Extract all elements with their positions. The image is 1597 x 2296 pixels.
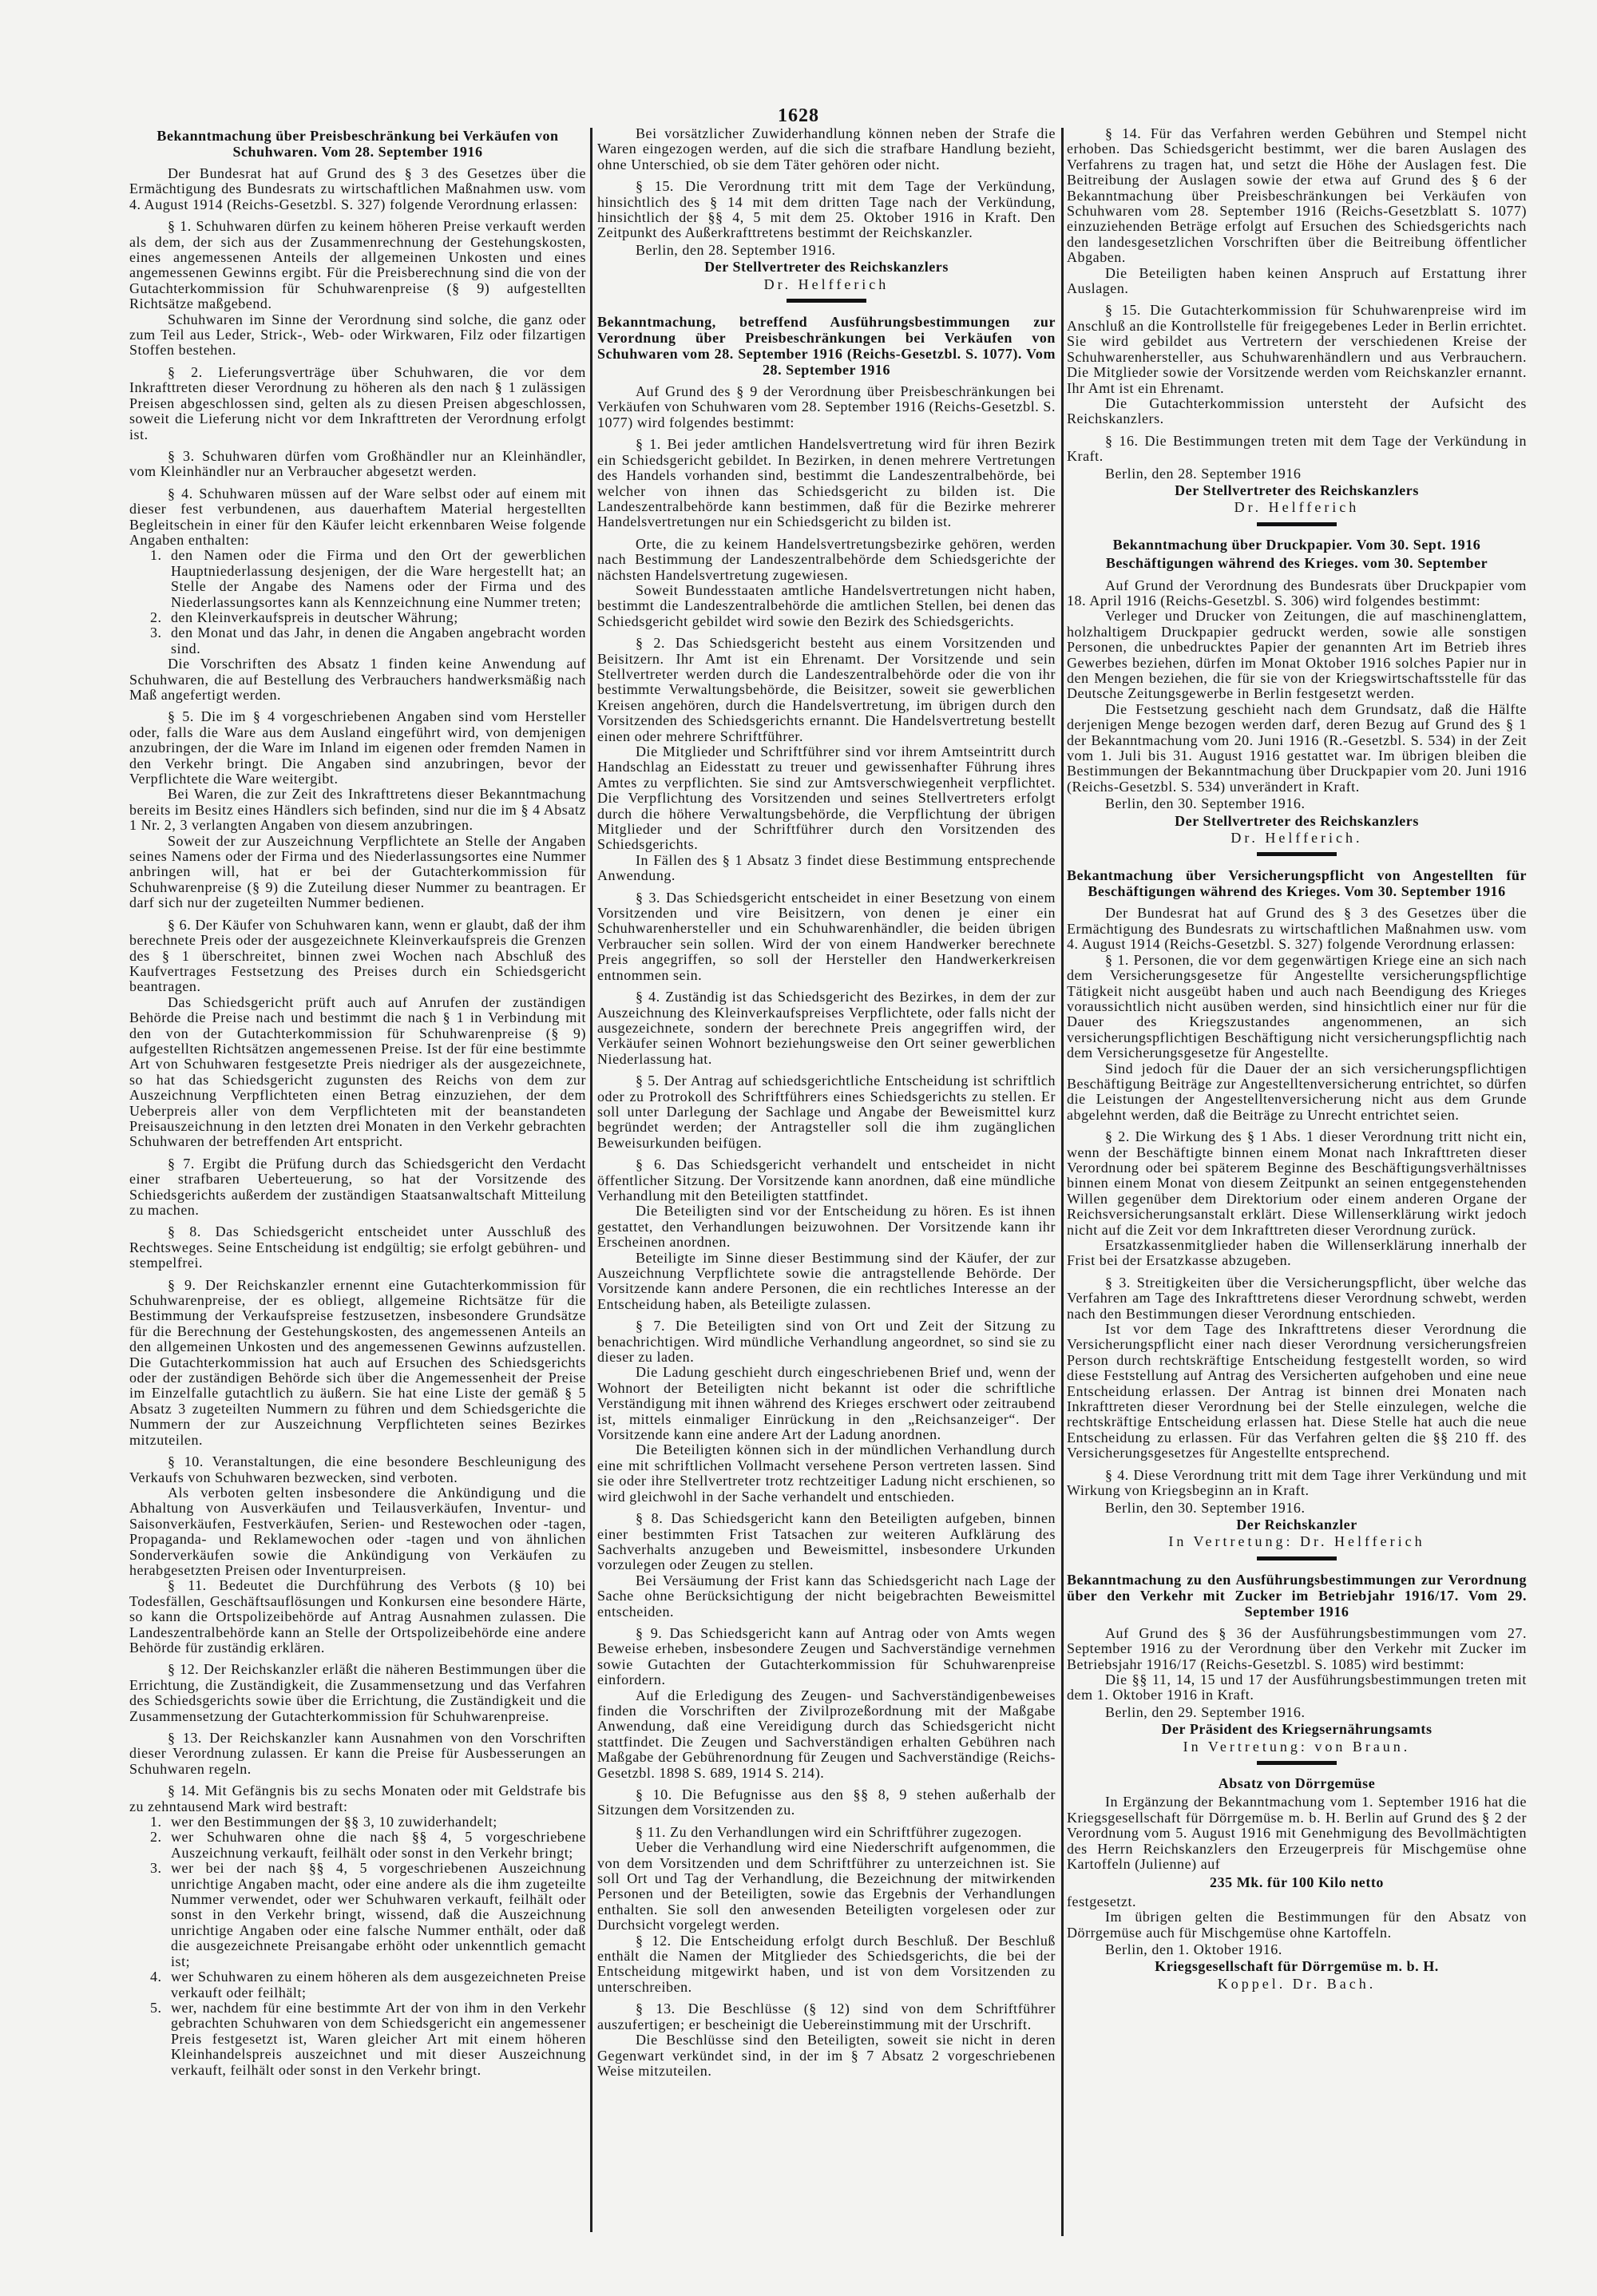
paragraph: § 3. Streitigkeiten über die Versicherungspflicht, über welche das Verfahren am Tage des Inkrafttretens dieser Verordnung schwebt, werden nach den Bestimmungen dieser Verordnung entschieden.	[1067, 1274, 1527, 1322]
paragraph: § 6. Das Schiedsgericht verhandelt und entscheidet in nicht öffentlicher Sitzung. Der Vorsitzende kann anordnen, daß eine mündliche Verhandlung mit den Beteiligten stattfindet.	[597, 1156, 1056, 1204]
paragraph: § 9. Das Schiedsgericht kann auf Antrag oder von Amts wegen Beweise erheben, insbesondere Zeugen und Sachverständige vernehmen sowie Gutachten der Gutachterkommission für Schuhwarenpreise einfordern.	[597, 1624, 1056, 1688]
list-number: 4.	[150, 1969, 162, 1985]
paragraph: § 3. Das Schiedsgericht entscheidet in einer Besetzung von einem Vorsitzenden und vire Beisitzern, von denen je einer ein Schuhwarenhersteller und ein Schuhwarenhändler, die beiden übrigen Verbraucher sein sollen. Wird der von einem Handwerker berechnete Preis angegriffen, so soll der Hersteller den Handwerkerkreisen entnommen sein.	[597, 889, 1056, 983]
paragraph: § 7. Die Beteiligten sind von Ort und Zeit der Sitzung zu benachrichtigen. Wird mündliche Verhandlung angeordnet, so sind sie zu dieser zu laden.	[597, 1318, 1056, 1366]
paragraph: Bei Waren, die zur Zeit des Inkrafttretens dieser Bekanntmachung bereits im Besitz eines Händlers sich befinden, sind nur die im § 4 Absatz 1 Nr. 2, 3 verlangten Angaben von diesem anzubringen.	[129, 786, 586, 834]
list-text: wer bei der nach §§ 4, 5 vorgeschriebenen Auszeichnung unrichtige Angaben macht, oder eine andere als die ihm zugeteilte Nummer verwendet, oder wer Schuhwaren verkauft, feilhält oder sonst in den Verkehr bringt, wissend, daß die Auszeichnung unrichtige Angaben oder eine falsche Nummer enthält, oder daß die ausgezeichnete Preisangabe erhöht oder unkenntlich gemacht ist;	[171, 1860, 586, 1969]
paragraph: Als verboten gelten insbesondere die Ankündigung und die Abhaltung von Ausverkäufen und Teilausverkäufen, Inventur- und Saisonverkäufen, Festverkäufen, Serien- und Restewochen oder -tagen, Propaganda- und Reklamewochen oder -tagen und von ähnlichen Sonderverkäufen sowie die Ankündigung von Verkäufen zu herabgesetzten Preisen oder Inventurpreisen.	[129, 1484, 586, 1578]
paragraph: § 1. Schuhwaren dürfen zu keinem höheren Preise verkauft werden als dem, der sich aus der Zusammenrechnung der Gestehungskosten, eines angemessenen Anteils der allgemeinen Unkosten und eines angemessenen Gewinns ergibt. Für die Preisberechnung sind die von der Gutachterkommission für Schuhwarenpreise (§ 9) aufgestellten Richtsätze maßgebend.	[129, 218, 586, 312]
date-line: Berlin, den 28. September 1916.	[636, 241, 836, 258]
paragraph: Die Vorschriften des Absatz 1 finden keine Anwendung auf Schuhwaren, die auf Bestellung des Verbrauchers handwerksmäßig nach Maß angefertigt werden.	[129, 656, 586, 703]
paragraph: § 14. Für das Verfahren werden Gebühren und Stempel nicht erhoben. Das Schiedsgericht bestimmt, wer die baren Auslagen des Verfahrens zu tragen hat, und setzt die Höhe der Auslagen fest. Die Beitreibung der Auslagen sowie der etwa auf Grund des § 6 der Bekanntmachung über Preisbeschränkungen bei Verkäufen von Schuhwaren vom 28. September 1916 (Reichs-Gesetzblatt S. 1077) einzuziehenden Beträge erfolgt auf Ersuchen des Schiedsgerichts nach den landesgesetzlichen Vorschriften über die Beitreibung öffentlicher Abgaben.	[1067, 125, 1527, 266]
paragraph: Auf Grund des § 36 der Ausführungsbestimmungen vom 27. September 1916 zu der Verordnung über den Verkehr mit Zucker im Betriebsjahr 1916/17 (Reichs-Gesetzbl. S. 1085) wird bestimmt:	[1067, 1624, 1527, 1672]
list-item	[150, 1861, 586, 1969]
paragraph: § 3. Schuhwaren dürfen vom Großhändler nur an Kleinhändler, vom Kleinhändler nur an Verbraucher abgesetzt werden.	[129, 447, 586, 480]
column-left	[129, 126, 586, 2078]
list-number: 3.	[150, 1860, 162, 1877]
paragraph: Ist vor dem Tage des Inkrafttretens dieser Verordnung die Versicherungspflicht einer nach dieser Verordnung versicherungsfreien Person durch rechtskräftige Entscheidung festgestellt worden, so wird diese Feststellung auf Antrag des Versicherten aufgehoben und eine neue Entscheidung erlassen. Der Antrag ist binnen drei Monaten nach Inkrafttreten dieser Verordnung bei der Stelle einzulegen, welche die rechtskräftige Entscheidung erlassen hat. Diese Stelle hat auch die neue Entscheidung zu erlassen. Für das Verfahren gelten die §§ 210 ff. des Versicherungsgesetzes für Angestellte entsprechend.	[1067, 1321, 1527, 1461]
paragraph: § 10. Veranstaltungen, die eine besondere Beschleunigung des Verkaufs von Schuhwaren bezwecken, sind verboten.	[129, 1453, 586, 1485]
signatory-title: Der Stellvertreter des Reichskanzlers	[1175, 482, 1419, 498]
paragraph: § 2. Das Schiedsgericht besteht aus einem Vorsitzenden und Beisitzern. Ihr Amt ist ein Ehrenamt. Der Vorsitzende und sein Stellvertreter werden durch die Landeszentralbehörde oder die von ihr bestimmte Verwaltungsbehörde, die Beisitzer, soweit sie gewerblichen Kreisen angehören, durch die Handelsvertretung, im übrigen durch den Vorsitzenden des Schiedsgerichts ernannt. Die Handelsvertretung bestellt einen oder mehrere Schriftführer.	[597, 635, 1056, 744]
signatory-name: In Vertretung: Dr. Helfferich	[1168, 1533, 1425, 1550]
column-divider	[590, 128, 592, 2232]
paragraph: § 2. Lieferungsverträge über Schuhwaren, die vor dem Inkrafttreten dieser Verordnung zu höheren als den nach § 1 zulässigen Preisen abgeschlossen sind, gelten als zu diesen Preisen abgeschlossen, soweit die Lieferung nicht vor dem Inkrafttreten der Verordnung erfolgt ist.	[129, 363, 586, 442]
paragraph: § 10. Die Befugnisse aus den §§ 8, 9 stehen außerhalb der Sitzungen dem Vorsitzenden zu.	[597, 1786, 1056, 1818]
paragraph: Das Schiedsgericht prüft auch auf Anrufen der zuständigen Behörde die Preise nach und bestimmt die nach § 1 in Verbindung mit den von der Gutachterkommission für Schuhwarenpreise (§ 9) aufgestellten Richtsätzen angemessenen Preise. Ist der für eine bestimmte Art von Schuhwaren festgesetzte Preis niedriger als der ausgezeichnete, so hat das Schiedsgericht zugunsten des Reichs von dem zur Auszeichnung Verpflichteten einen Betrag einzuziehen, der dem Ueberpreis aller von dem Verpflichteten mit der beanstandeten Preisauszeichnung in den letzten drei Monaten in den Verkehr gebrachten Schuhwaren der betreffenden Art entspricht.	[129, 993, 586, 1150]
section-title: Bekanntmachung zu den Ausführungsbestimmungen zur Verordnung über den Verkehr mit Zucker im Betriebjahr 1916/17. Vom 29. September 1916	[1067, 1571, 1527, 1620]
signatory-name: Koppel. Dr. Bach.	[1217, 1975, 1377, 1992]
paragraph: § 5. Die im § 4 vorgeschriebenen Angaben sind vom Hersteller oder, falls die Ware aus dem Ausland eingeführt wird, von demjenigen anzubringen, der die Ware im Inland im eigenen oder fremden Namen in den Verkehr bringt. Die Angaben sind anzubringen, bevor der Verpflichtete die Ware weitergibt.	[129, 708, 586, 787]
date-line: Berlin, den 30. September 1916.	[1105, 795, 1306, 812]
section-title: Bekanntmachung, betreffend Ausführungsbestimmungen zur Verordnung über Preisbeschränkungen bei Verkäufen von Schuhwaren vom 28. September 1916 (Reichs-Gesetzbl. S. 1077). Vom 28. September 1916	[597, 314, 1056, 379]
signatory-name: Dr. Helfferich	[763, 276, 890, 292]
list-item	[150, 1830, 586, 1861]
list-text: wer Schuhwaren zu einem höheren als dem ausgezeichneten Preise verkauft oder feilhält;	[171, 1969, 586, 2001]
centered-heading: Beschäftigungen während des Krieges. vom 30. September	[1105, 555, 1488, 572]
paragraph: Bei Versäumung der Frist kann das Schiedsgericht nach Lage der Sache ohne Berücksichtigung der nicht beigebrachten Beweismittel entscheiden.	[597, 1572, 1056, 1620]
paragraph: Soweit Bundesstaaten amtliche Handelsvertretungen nicht haben, bestimmt die Landeszentralbehörde die amtlichen Stellen, bei denen das Schiedsgericht gebildet wird sowie den Bezirk des Schiedsgerichts.	[597, 581, 1056, 629]
signatory-name: In Vertretung: von Braun.	[1183, 1738, 1411, 1755]
section-divider	[1257, 522, 1337, 526]
list-number: 1.	[150, 547, 162, 564]
paragraph: Soweit der zur Auszeichnung Verpflichtete an Stelle der Angaben seines Namens oder der Firma und des Niederlassungsortes eine Nummer anbringen will, hat er bei der Gutachterkommission für Schuhwarenpreise (§ 9) die Zuteilung dieser Nummer zu beantragen. Er darf sich nur der zugeteilten Nummer bedienen.	[129, 832, 586, 911]
list-text: den Monat und das Jahr, in denen die Angaben angebracht worden sind.	[171, 625, 586, 656]
paragraph: § 7. Ergibt die Prüfung durch das Schiedsgericht den Verdacht einer strafbaren Ueberteuerung, so hat der Vorsitzende des Schiedsgerichts außerdem der zuständigen Staatsanwaltschaft Mitteilung zu machen.	[129, 1155, 586, 1218]
page-number: 1628	[778, 105, 819, 126]
signatory-title: Kriegsgesellschaft für Dörrgemüse m. b. H.	[1155, 1958, 1439, 1975]
paragraph: Die Ladung geschieht durch eingeschriebenen Brief und, wenn der Wohnort der Beteiligten nicht bekannt ist oder die schriftliche Verständigung mit ihnen während des Krieges erschwert oder zeitraubend ist, mittels einmaliger Einrückung in den „Reichsanzeiger“. Der Vorsitzende kann eine andere Art der Ladung anordnen.	[597, 1364, 1056, 1443]
paragraph: Orte, die zu keinem Handelsvertretungsbezirke gehören, werden nach Bestimmung der Landeszentralbehörde dem Schiedsgerichte der nächsten Handelsvertretung zugewiesen.	[597, 535, 1056, 583]
date-line: Berlin, den 1. Oktober 1916.	[1105, 1941, 1282, 1958]
paragraph: Der Bundesrat hat auf Grund des § 3 des Gesetzes über die Ermächtigung des Bundesrats zu wirtschaftlichen Maßnahmen usw. vom 4. August 1914 (Reichs-Gesetzbl. S. 327) folgende Verordnung erlassen:	[1067, 905, 1527, 953]
paragraph: Sind jedoch für die Dauer der an sich versicherungspflichtigen Beschäftigung Beiträge zur Angestelltenversicherung entrichtet, so dürfen die Leistungen der Angestelltenversicherung nicht aus dem Grunde abgelehnt werden, daß die Beiträge zu Unrecht entrichtet seien.	[1067, 1060, 1527, 1123]
list-item	[150, 625, 586, 656]
paragraph: Die Beschlüsse sind den Beteiligten, soweit sie nicht in deren Gegenwart verkündet sind, in der im § 7 Absatz 2 vorgeschriebenen Weise mitzuteilen.	[597, 2032, 1056, 2079]
paragraph: § 15. Die Verordnung tritt mit dem Tage der Verkündung, hinsichtlich des § 14 mit dem dritten Tage nach der Verkündung, hinsichtlich der §§ 4, 5 mit dem 25. Oktober 1916 in Kraft. Den Zeitpunkt des Außerkrafttretens bestimmt der Reichskanzler.	[597, 178, 1056, 241]
paragraph: Schuhwaren im Sinne der Verordnung sind solche, die ganz oder zum Teil aus Leder, Strick-, Web- oder Wirkwaren, Filz oder filzartigen Stoffen bestehen.	[129, 311, 586, 359]
column-middle	[597, 126, 1056, 2079]
paragraph: Auf die Erledigung des Zeugen- und Sachverständigenbeweises finden die Vorschriften der Zivilprozeßordnung mit der Maßgabe Anwendung, daß eine Vereidigung durch das Schiedsgericht nicht stattfindet. Die Zeugen und Sachverständigen erhalten Gebühren nach Maßgabe der Gebührenordnung für Zeugen und Sachverständige (Reichs-Gesetzbl. 1898 S. 689, 1914 S. 214).	[597, 1687, 1056, 1781]
signatory-name: Dr. Helfferich	[1234, 499, 1360, 516]
signatory-name: Dr. Helfferich.	[1230, 830, 1363, 847]
centered-heading: 235 Mk. für 100 Kilo netto	[1210, 1874, 1384, 1891]
paragraph: § 12. Der Reichskanzler erläßt die näheren Bestimmungen über die Errichtung, die Zuständigkeit, die Zusammensetzung und das Verfahren des Schiedsgerichts sowie über die Errichtung, die Zuständigkeit und die Zusammensetzung der Gutachterkommission für Schuhwarenpreise.	[129, 1661, 586, 1724]
paragraph: Die §§ 11, 14, 15 und 17 der Ausführungsbestimmungen treten mit dem 1. Oktober 1916 in Kraft.	[1067, 1671, 1527, 1703]
paragraph: § 2. Die Wirkung des § 1 Abs. 1 dieser Verordnung tritt nicht ein, wenn der Beschäftigte binnen einem Monat nach Inkrafttreten dieser Verordnung oder bei späterem Beginne des Beschäftigungsverhältnisses binnen einem Monat von diesem Zeitpunkt an seinen entgegenstehenden Willen gegenüber dem Direktorium oder einem anderen Organe der Reichsversicherungsanstalt erklärt. Diese Willenserklärung wirkt jedoch nicht auf die Zeit vor dem Inkrafttreten dieser Verordnung zurück.	[1067, 1128, 1527, 1238]
list-item	[150, 548, 586, 610]
paragraph: § 4. Zuständig ist das Schiedsgericht des Bezirkes, in dem der zur Auszeichnung des Kleinverkaufspreises Verpflichtete, oder falls nicht der ausgezeichnete, sondern der berechnete Preis angegriffen wird, der Verkäufer seinen Wohnort beziehungsweise den Ort seiner gewerblichen Niederlassung hat.	[597, 989, 1056, 1067]
signatory-title: Der Stellvertreter des Reichskanzlers	[704, 259, 949, 276]
paragraph: festgesetzt.	[1067, 1893, 1137, 1909]
paragraph: Die Gutachterkommission untersteht der Aufsicht des Reichskanzlers.	[1067, 395, 1527, 427]
paragraph: In Fällen des § 1 Absatz 3 findet diese Bestimmung entsprechende Anwendung.	[597, 851, 1056, 884]
paragraph: § 15. Die Gutachterkommission für Schuhwarenpreise wird im Anschluß an die Kontrollstelle für freigegebenes Leder in Berlin errichtet. Sie wird gebildet aus Vertretern der verschiedenen Kreise der Schuhwarenhersteller, aus Schuhwarenhändlern und aus Verbrauchern. Die Mitglieder sowie der Vorsitzende werden vom Reichskanzler ernannt. Ihr Amt ist ein Ehrenamt.	[1067, 302, 1527, 396]
paragraph: Verleger und Drucker von Zeitungen, die auf maschinenglattem, holzhaltigem Druckpapier gedruckt werden, sowie alle sonstigen Personen, die unbedrucktes Papier der genannten Art im Betrieb ihres Gewerbes beziehen, dürfen im Monat Oktober 1916 solches Papier nur in den Mengen beziehen, die für sie von der Kriegswirtschaftsstelle für das Deutsche Zeitungsgewerbe in Berlin festgesetzt werden.	[1067, 608, 1527, 702]
date-line: Berlin, den 30. September 1916.	[1105, 1499, 1306, 1516]
list-text: wer Schuhwaren ohne die nach §§ 4, 5 vorgeschriebene Auszeichnung verkauft, feilhält oder sonst in den Verkehr bringt;	[171, 1829, 586, 1861]
paragraph: § 6. Der Käufer von Schuhwaren kann, wenn er glaubt, daß der ihm berechnete Preis oder der ausgezeichnete Kleinverkaufspreis die Grenzen des § 1 überschreitet, binnen zwei Wochen nach Abschluß des Kaufvertrages Festsetzung des Preises durch ein Schiedsgericht beantragen.	[129, 916, 586, 995]
paragraph: Die Beteiligten können sich in der mündlichen Verhandlung durch eine mit schriftlichen Vollmacht versehene Person vertreten lassen. Sind sie oder ihre Stellvertreter trotz rechtzeitiger Ladung nicht erschienen, so wird gleichwohl in der Sache verhandelt und entschieden.	[597, 1441, 1056, 1505]
section-title: Bekanntmachung über Preisbeschränkung bei Verkäufen von Schuhwaren. Vom 28. September 1916	[157, 128, 559, 160]
list-number: 2.	[150, 1829, 162, 1846]
paragraph: Auf Grund des § 9 der Verordnung über Preisbeschränkungen bei Verkäufen von Schuhwaren vom 28. September 1916 (Reichs-Gesetzbl. S. 1077) wird folgendes bestimmt:	[597, 383, 1056, 430]
list-item	[150, 1969, 586, 2001]
section-divider	[1257, 1761, 1337, 1765]
section-divider	[1257, 1556, 1337, 1560]
paragraph: Die Beteiligten haben keinen Anspruch auf Erstattung ihrer Auslagen.	[1067, 264, 1527, 297]
section-divider	[1257, 852, 1337, 856]
list-item	[150, 1814, 586, 1830]
paragraph: § 5. Der Antrag auf schiedsgerichtliche Entscheidung ist schriftlich oder zu Protrokoll des Schriftführers eines Schiedsgerichts zu stellen. Er soll unter Darlegung der Sachlage und Angabe der Beweismittel kurz begründet werden; der Antragsteller soll die ihm zugänglichen Beweisurkunden beifügen.	[597, 1073, 1056, 1151]
paragraph: § 4. Schuhwaren müssen auf der Ware selbst oder auf einem mit dieser fest verbundenen, aus dauerhaftem Material hergestellten Begleitschein in einer für den Käufer leicht erkennbaren Weise folgende Angaben enthalten:	[129, 485, 586, 548]
paragraph: In Ergänzung der Bekanntmachung vom 1. September 1916 hat die Kriegsgesellschaft für Dörrgemüse m. b. H. Berlin auf Grund des § 2 der Verordnung vom 5. August 1916 mit Genehmigung des Bevollmächtigten des Herrn Reichskanzlers den Erzeugerpreis für Mischgemüse ohne Kartoffeln (Julienne) auf	[1067, 1794, 1527, 1872]
signatory-title: Der Stellvertreter des Reichskanzlers	[1175, 812, 1419, 829]
paragraph: Die Festsetzung geschieht nach dem Grundsatz, daß die Hälfte derjenigen Menge bezogen werden darf, deren Bezug auf Grund des § 1 der Bekanntmachung vom 20. Juni 1916 (R.-Gesetzbl. S. 534) in der Zeit vom 1. Juli bis 31. August 1916 gestattet war. Im übrigen bleiben die Bestimmungen der Bekanntmachung über Druckpapier vom 20. Juni 1916 (Reichs-Gesetzbl. S. 534) unverändert in Kraft.	[1067, 700, 1527, 795]
column-divider	[1061, 128, 1064, 2236]
list-item	[150, 610, 586, 625]
paragraph: § 13. Die Beschlüsse (§ 12) sind von dem Schriftführer auszufertigen; er bescheinigt die Uebereinstimmung mit der Urschrift.	[597, 2001, 1056, 2032]
paragraph: § 9. Der Reichskanzler ernennt eine Gutachterkommission für Schuhwarenpreise, der es obliegt, allgemeine Richtsätze für die Bestimmung der Verkaufspreise festzusetzen, insbesondere Grundsätze für die Berechnung der Gestehungskosten, des angemessenen Anteils an den allgemeinen Unkosten und des angemessenen Gewinns aufzustellen. Die Gutachterkommission hat auch auf Ersuchen des Schiedsgerichts oder der zuständigen Behörde sich über die Angemessenheit der Preise im Einzelfalle gutachtlich zu äußern. Sie hat eine Liste der gemäß § 5 Absatz 3 zugeteilten Nummern zu führen und dem Schiedsgerichte die Nummern der zur Auszeichnung Verpflichteten seines Bezirkes mitzuteilen.	[129, 1276, 586, 1448]
centered-heading: Absatz von Dörrgemüse	[1218, 1775, 1376, 1791]
paragraph: § 8. Das Schiedsgericht kann den Beteiligten aufgeben, binnen einer bestimmten Frist Tatsachen zur weiteren Aufklärung des Sachverhalts anzugeben und Beweismittel, insbesondere Urkunden vorzulegen oder Zeugen zu stellen.	[597, 1510, 1056, 1573]
section-title: Bekantmachung über Versicherungspflicht von Angestellten für Beschäftigungen während des Krieges. Vom 30. September 1916	[1067, 867, 1527, 900]
list-item	[150, 2001, 586, 2078]
paragraph: Bei vorsätzlicher Zuwiderhandlung können neben der Strafe die Waren eingezogen werden, auf die sich die strafbare Handlung bezieht, ohne Unterschied, ob sie dem Täter gehören oder nicht.	[597, 125, 1056, 172]
list-number: 2.	[150, 609, 162, 625]
paragraph: § 12. Die Entscheidung erfolgt durch Beschluß. Der Beschluß enthält die Namen der Mitglieder des Schiedsgerichts, die bei der Entscheidung mitgewirkt haben, und ist von dem Vorsitzenden zu unterschreiben.	[597, 1932, 1056, 1995]
column-right	[1067, 126, 1527, 1993]
list-text: den Namen oder die Firma und den Ort der gewerblichen Hauptniederlassung desjenigen, der die Ware hergestellt hat; an Stelle der Angabe des Namens oder der Firma und des Niederlassungsortes kann als Kennzeichnung eine Nummer treten;	[171, 547, 586, 610]
list-text: wer, nachdem für eine bestimmte Art der von ihm in den Verkehr gebrachten Schuhwaren von dem Schiedsgericht ein angemessener Preis festgesetzt ist, Waren gleicher Art mit einem höheren Kleinhandelspreis auszeichnet und mit dieser Auszeichnung verkauft, feilhält oder sonst in den Verkehr bringt.	[171, 1999, 586, 2078]
paragraph: Ueber die Verhandlung wird eine Niederschrift aufgenommen, die von dem Vorsitzenden und dem Schriftführer zu unterzeichnen ist. Sie soll Ort und Tag der Verhandlung, die Bezeichnung der mitwirkenden Personen und der Beteiligten, sowie das Ergebnis der Verhandlungen enthalten. Sie soll den anwesenden Beteiligten vorgelesen oder zur Durchsicht vorgelegt werden.	[597, 1839, 1056, 1933]
paragraph: Im übrigen gelten die Bestimmungen für den Absatz von Dörrgemüse auch für Mischgemüse ohne Kartoffeln.	[1067, 1909, 1527, 1941]
signatory-title: Der Reichskanzler	[1236, 1516, 1357, 1533]
list-number: 5.	[150, 1999, 162, 2016]
paragraph: § 14. Mit Gefängnis bis zu sechs Monaten oder mit Geldstrafe bis zu zehntausend Mark wird bestraft:	[129, 1782, 586, 1814]
centered-heading: Bekanntmachung über Druckpapier. Vom 30. Sept. 1916	[1112, 536, 1481, 553]
section-divider	[787, 299, 866, 303]
list-number: 3.	[150, 625, 162, 641]
list-text: den Kleinverkaufspreis in deutscher Währung;	[171, 609, 458, 625]
paragraph: Beteiligte im Sinne dieser Bestimmung sind der Käufer, der zur Auszeichnung Verpflichtete sowie die antragstellende Behörde. Der Vorsitzende kann andere Personen, die ein rechtliches Interesse an der Entscheidung haben, als Beteiligte zulassen.	[597, 1249, 1056, 1312]
paragraph: § 11. Zu den Verhandlungen wird ein Schriftführer zugezogen.	[636, 1823, 1022, 1840]
paragraph: § 4. Diese Verordnung tritt mit dem Tage ihrer Verkündung und mit Wirkung von Kriegsbeginn an in Kraft.	[1067, 1466, 1527, 1499]
date-line: Berlin, den 29. September 1916.	[1105, 1703, 1306, 1720]
date-line: Berlin, den 28. September 1916	[1105, 465, 1302, 482]
paragraph: § 8. Das Schiedsgericht entscheidet unter Ausschluß des Rechtsweges. Seine Entscheidung ist endgültig; sie erfolgt gebühren- und stempelfrei.	[129, 1223, 586, 1271]
paragraph: Der Bundesrat hat auf Grund des § 3 des Gesetzes über die Ermächtigung des Bundesrats zu wirtschaftlichen Maßnahmen usw. vom 4. August 1914 (Reichs-Gesetzbl. S. 327) folgende Verordnung erlassen:	[129, 165, 586, 212]
paragraph: § 11. Bedeutet die Durchführung des Verbots (§ 10) bei Todesfällen, Geschäftsauflösungen und Konkursen eine besondere Härte, so kann die Ortspolizeibehörde auf Antrag Ausnahmen zulassen. Die Landeszentralbehörde kann an Stelle der Ortspolizeibehörde eine andere Behörde für zuständig erklären.	[129, 1577, 586, 1656]
paragraph: Die Beteiligten sind vor der Entscheidung zu hören. Es ist ihnen gestattet, den Verhandlungen beizuwohnen. Der Vorsitzende kann ihr Erscheinen anordnen.	[597, 1203, 1056, 1251]
signatory-title: Der Präsident des Kriegsernährungsamts	[1161, 1721, 1433, 1738]
paragraph: Auf Grund der Verordnung des Bundesrats über Druckpapier vom 18. April 1916 (Reichs-Gesetzbl. S. 306) wird folgendes bestimmt:	[1067, 577, 1527, 609]
paragraph: Ersatzkassenmitglieder haben die Willenserklärung innerhalb der Frist bei der Ersatzkasse abzugeben.	[1067, 1237, 1527, 1269]
paragraph: § 1. Bei jeder amtlichen Handelsvertretung wird für ihren Bezirk ein Schiedsgericht gebildet. In Bezirken, in denen mehrere Vertretungen des Handels vorhanden sind, bestimmt die Landeszentralbehörde, bei welcher von ihnen das Schiedsgericht zu bilden ist. Die Landeszentralbehörde kann bestimmen, daß für die Bezirke mehrerer Handelsvertretungen nur ein Schiedsgericht zu bilden ist.	[597, 436, 1056, 530]
list-text: wer den Bestimmungen der §§ 3, 10 zuwiderhandelt;	[171, 1814, 497, 1830]
list-number: 1.	[150, 1814, 162, 1830]
paragraph: Die Mitglieder und Schriftführer sind vor ihrem Amtseintritt durch Handschlag an Eidesstatt zu treuer und gewissenhafter Führung ihres Amtes zu verpflichten. Sie sind zur Amtsverschwiegenheit verpflichtet. Die Verpflichtung des Vorsitzenden und seines Stellvertreters erfolgt durch die höhere Verwaltungsbehörde, die Verpflichtung der übrigen Mitglieder und der Schriftführer durch den Vorsitzenden des Schiedsgerichts.	[597, 744, 1056, 853]
paragraph: § 13. Der Reichskanzler kann Ausnahmen von den Vorschriften dieser Verordnung zulassen. Er kann die Preise für Ausbesserungen an Schuhwaren regeln.	[129, 1730, 586, 1777]
paragraph: § 1. Personen, die vor dem gegenwärtigen Kriege eine an sich nach dem Versicherungsgesetze für Angestellte versicherungspflichtige Tätigkeit nicht ausgeübt haben und auch nach Beendigung des Krieges voraussichtlich nicht ausüben werden, sind hinsichtlich einer nur für die Dauer des Kriegszustandes angenommenen, an sich versicherungspflichtigen Beschäftigung nicht versicherungspflichtig nach dem Versicherungsgesetze für Angestellte.	[1067, 951, 1527, 1061]
paragraph: § 16. Die Bestimmungen treten mit dem Tage der Verkündung in Kraft.	[1067, 432, 1527, 465]
